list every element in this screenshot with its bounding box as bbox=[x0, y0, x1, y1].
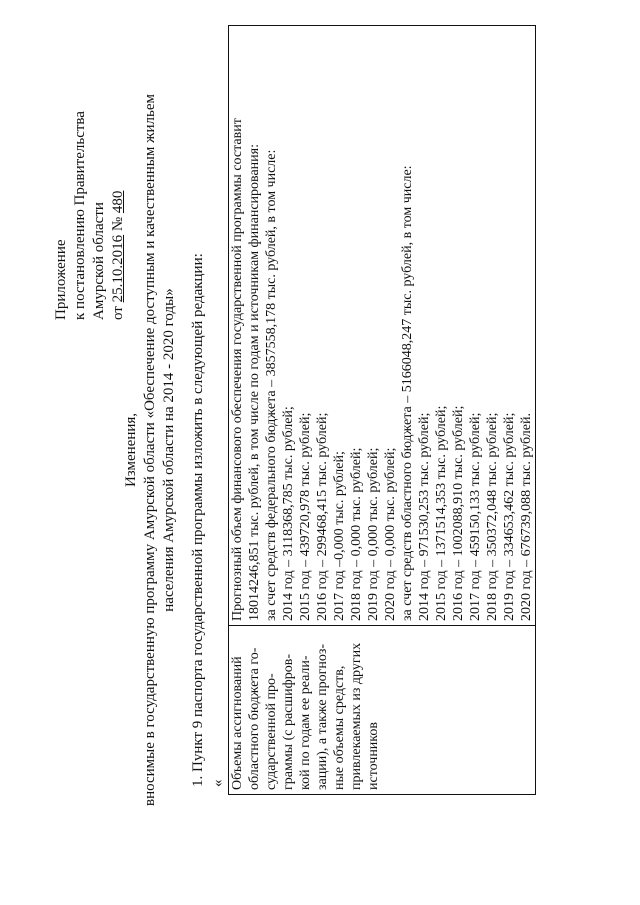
right-line: 2016 год – 1002088,910 тыс. рублей; bbox=[451, 405, 466, 621]
left-line: источников bbox=[366, 721, 381, 790]
right-line: 2020 год – 676739,088 тыс. рублей. bbox=[519, 413, 534, 621]
appendix-line: Амурской области bbox=[91, 202, 107, 320]
right-line: 2016 год – 299468,415 тыс. рублей; bbox=[315, 412, 330, 621]
appendix-label: Приложение bbox=[53, 239, 69, 320]
title-heading: Изменения, bbox=[123, 412, 139, 488]
appendix-line: к постановлению Правительства bbox=[72, 111, 88, 320]
right-line: 2017 год – 459150,133 тыс. рублей; bbox=[468, 412, 483, 621]
appendix-block bbox=[52, 20, 128, 320]
right-line: 2014 год – 3118368,785 тыс. рублей; bbox=[281, 406, 296, 621]
right-line: 2020 год – 0,000 тыс. рублей; bbox=[383, 447, 398, 621]
right-line: 18014246,851 тыс. рублей, в том числе по годам и источникам финансирования: bbox=[247, 144, 262, 621]
right-line: 2015 год – 1371514,353 тыс. рублей; bbox=[434, 405, 449, 621]
open-quote: « bbox=[210, 779, 226, 787]
document-title bbox=[122, 35, 179, 865]
table-right-cell bbox=[229, 26, 536, 626]
left-line: зации), а также прогноз- bbox=[315, 643, 330, 790]
left-line: граммы (с расшифров- bbox=[281, 653, 296, 790]
right-line: за счет средств областного бюджета – 5166048,247 тыс. рублей, в том числе: bbox=[400, 165, 415, 621]
right-line: 2019 год – 0,000 тыс. рублей; bbox=[366, 447, 381, 621]
right-line: за счет средств федерального бюджета – 3857558,178 тыс. рублей, в том числе: bbox=[264, 149, 279, 621]
left-line: областного бюджета го- bbox=[247, 647, 262, 790]
left-line: кой по годам ее реали- bbox=[298, 655, 313, 790]
passport-table bbox=[228, 25, 536, 795]
right-line: 2019 год – 334653,462 тыс. рублей; bbox=[502, 412, 517, 621]
number-prefix: № bbox=[110, 216, 126, 232]
table-row bbox=[229, 26, 536, 795]
title-line: населения Амурской области на 2014 - 2020 годы» bbox=[161, 288, 177, 612]
left-line: Объемы ассигнований bbox=[230, 656, 245, 790]
right-line: 2014 год – 971530,253 тыс. рублей; bbox=[417, 412, 432, 621]
right-line: 2017 год –0,000 тыс. рублей; bbox=[332, 451, 347, 621]
right-line: 2015 год – 439720,978 тыс. рублей; bbox=[298, 412, 313, 621]
table-left-cell bbox=[229, 626, 536, 795]
right-line: 2018 год – 0,000 тыс. рублей; bbox=[349, 447, 364, 621]
left-line: ные объемы средств, bbox=[332, 665, 347, 790]
date-prefix: от bbox=[110, 306, 126, 320]
right-line: Прогнозный объем финансового обеспечения государственной программы составит bbox=[230, 118, 245, 621]
left-line: сударственной про- bbox=[264, 673, 279, 790]
title-line: вносимые в государственную программу Амурской области «Обеспечение доступным и качественным жильем bbox=[142, 94, 158, 806]
right-line: 2018 год – 350372,048 тыс. рублей; bbox=[485, 412, 500, 621]
left-line: привлекаемых из других bbox=[349, 642, 364, 790]
resolution-date: 25.10.2016 bbox=[110, 234, 126, 303]
point-text: 1. Пункт 9 паспорта государственной программы изложить в следующей редакции: bbox=[190, 253, 206, 787]
resolution-number: 480 bbox=[110, 190, 126, 214]
